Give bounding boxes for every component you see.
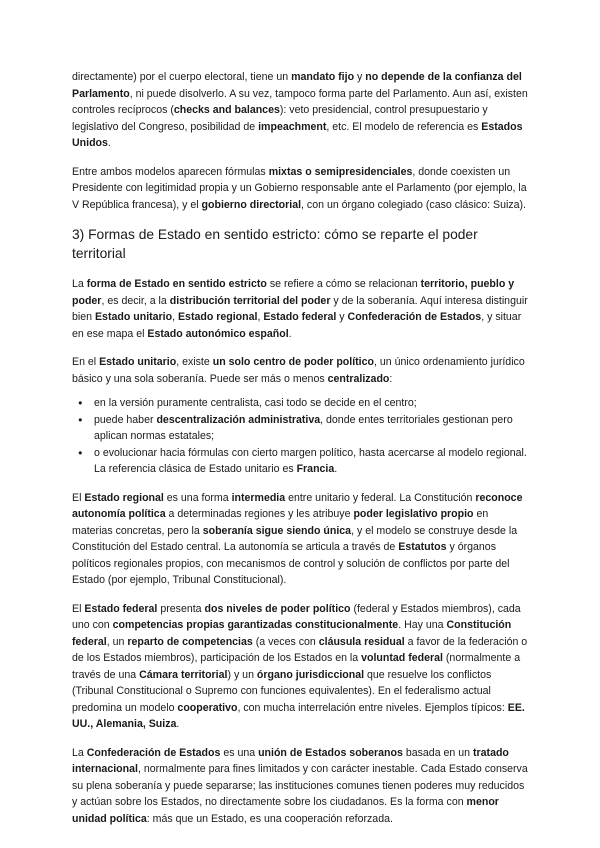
bold-term: Estados Unidos [72,120,523,149]
bold-term: mandato fijo [291,71,355,83]
bold-term: no depende de la confianza del Parlamento [72,71,522,100]
bold-term: menor unidad política [72,796,499,825]
bold-term: Estado unitario [94,311,173,323]
bold-term: centralizado [327,372,390,385]
bold-term: Estado federal [263,311,337,323]
bold-term: Estado unitario [99,356,177,368]
list-item: ● puede haber descentralización administrativa, donde entes territoriales gestionan pero aplican normas estatales; [72,412,528,445]
paragraph-regional-state: El Estado regional es una forma intermedia entre unitario y federal. La Constitución reconoce autonomía política a determinadas regiones y les atribuye poder legislativo propio en materias concretas, pero la soberanía sigue siendo única, y el modelo se construye desde la Constitución del Estado central. La autonomía se articula a través de Estatutos y órganos políticos regionales propios, con mecanismos de control y solución de conflictos por parte del Estado (por ejemplo, Tribunal Constitucional). [72,491,523,586]
list-item: ● en la versión puramente centralista, casi todo se decide en el centro; [72,395,528,412]
bold-term: un solo centro de poder político [212,356,374,368]
bold-term: reconoce autonomía política [72,491,523,520]
bold-term: voluntad federal [361,652,443,664]
bold-term: competencias propias garantizadas constitucionalmente [112,619,399,631]
bold-term: cooperativo [177,701,238,714]
bold-term: EE. UU., Alemania, Suiza [72,701,525,730]
document-body [72,69,528,839]
bold-term: poder legislativo propio [353,508,474,520]
paragraph-presidential-system: directamente) por el cuerpo electoral, tiene un mandato fijo y no depende de la confianza del Parlamento, ni puede disolverlo. A su vez, tampoco forma parte del Parlamento. Aun así, existen controles recíprocos (checks and balances): veto presidencial, control presupuestario y legislativo del Congreso, posibilidad de impeachment, etc. El modelo de referencia es Estados Unidos. [72,71,528,149]
bold-term: cláusula residual [318,635,405,648]
bold-term: Francia [296,463,335,475]
bold-term: Cámara territorial [139,668,228,681]
bold-term: Confederación de Estados [347,311,482,323]
paragraph-federal-state: El Estado federal presenta dos niveles de poder político (federal y Estados miembros), cada uno con competencias propias garantizadas constitucionalmente. Hay una Constitución federal, un reparto de competencias (a veces con cláusula residual a favor de la federación o de los Estados miembros), participación de los Estados en la voluntad federal (normalmente a través de una Cámara territorial) y un órgano jurisdiccional que resuelve los conflictos (Tribunal Constitucional o Supremo con funciones equivalentes). En el federalismo actual predomina un modelo cooperativo, con mucha interrelación entre niveles. Ejemplos típicos: EE. UU., Alemania, Suiza. [72,602,528,730]
paragraph-mixed-models: Entre ambos modelos aparecen fórmulas mixtas o semipresidenciales, donde coexisten un Presidente con legitimidad propia y un Gobierno responsable ante el Parlamento (por ejemplo, la V República francesa), y el gobierno directorial, con un órgano colegiado (caso clásico: Suiza). [72,165,527,211]
bold-term: Estatutos [398,541,447,553]
bold-term: descentralización administrativa [156,413,321,426]
bold-term: checks and balances [173,104,280,116]
bold-term: distribución territorial del poder [169,294,331,307]
bold-term: intermedia [231,491,286,504]
bold-term: Estado regional [84,491,164,504]
bold-term: Estado federal [84,602,158,615]
bullet-list-centralization [72,395,528,478]
bold-term: gobierno directorial [201,198,302,211]
bold-term: territorio, pueblo y poder [72,278,515,307]
bold-term: mixtas o semipresidenciales [268,165,413,178]
bold-term: órgano jurisdiccional [256,668,365,681]
bold-term: tratado internacional [72,746,509,775]
bold-term: reparto de competencias [127,635,253,648]
bold-term: dos niveles de poder político [204,602,351,615]
bold-term: soberanía sigue siendo única [202,524,352,537]
paragraph-unitary-state: En el Estado unitario, existe un solo centro de poder político, un único ordenamiento jurídico básico y una sola soberanía. Puede ser más o menos centralizado: [72,356,525,385]
bold-term: Estado autonómico español [147,327,289,340]
bold-term: forma de Estado en sentido estricto [86,278,267,290]
section-heading: 3) Formas de Estado en sentido estricto: cómo se reparte el poder territorial [72,227,478,261]
bold-term: unión de Estados soberanos [258,746,403,759]
paragraph-confederation: La Confederación de Estados es una unión de Estados soberanos basada en un tratado internacional, normalmente para fines limitados y con carácter inestable. Cada Estado conserva su plena soberanía y puede separarse; las instituciones comunes tienen poderes muy reducidos y actúan sobre los Estados, no directamente sobre los ciudadanos. Es la forma con menor unidad política: más que un Estado, es una cooperación reforzada. [72,746,528,825]
bold-term: impeachment [258,120,327,133]
bold-term: Confederación de Estados [86,746,221,759]
bold-term: Estado regional [177,311,258,323]
paragraph-state-forms-intro: La forma de Estado en sentido estricto se refiere a cómo se relacionan territorio, pueblo y poder, es decir, a la distribución territorial del poder y de la soberanía. Aquí interesa distinguir bien Estado unitario, Estado regional, Estado federal y Confederación de Estados, y situar en ese mapa el Estado autonómico español. [72,278,528,340]
bold-term: Constitución federal [72,619,512,648]
list-item: ● o evolucionar hacia fórmulas con cierto margen político, hasta acercarse al modelo regional. La referencia clásica de Estado unitario es Francia. [72,445,528,478]
